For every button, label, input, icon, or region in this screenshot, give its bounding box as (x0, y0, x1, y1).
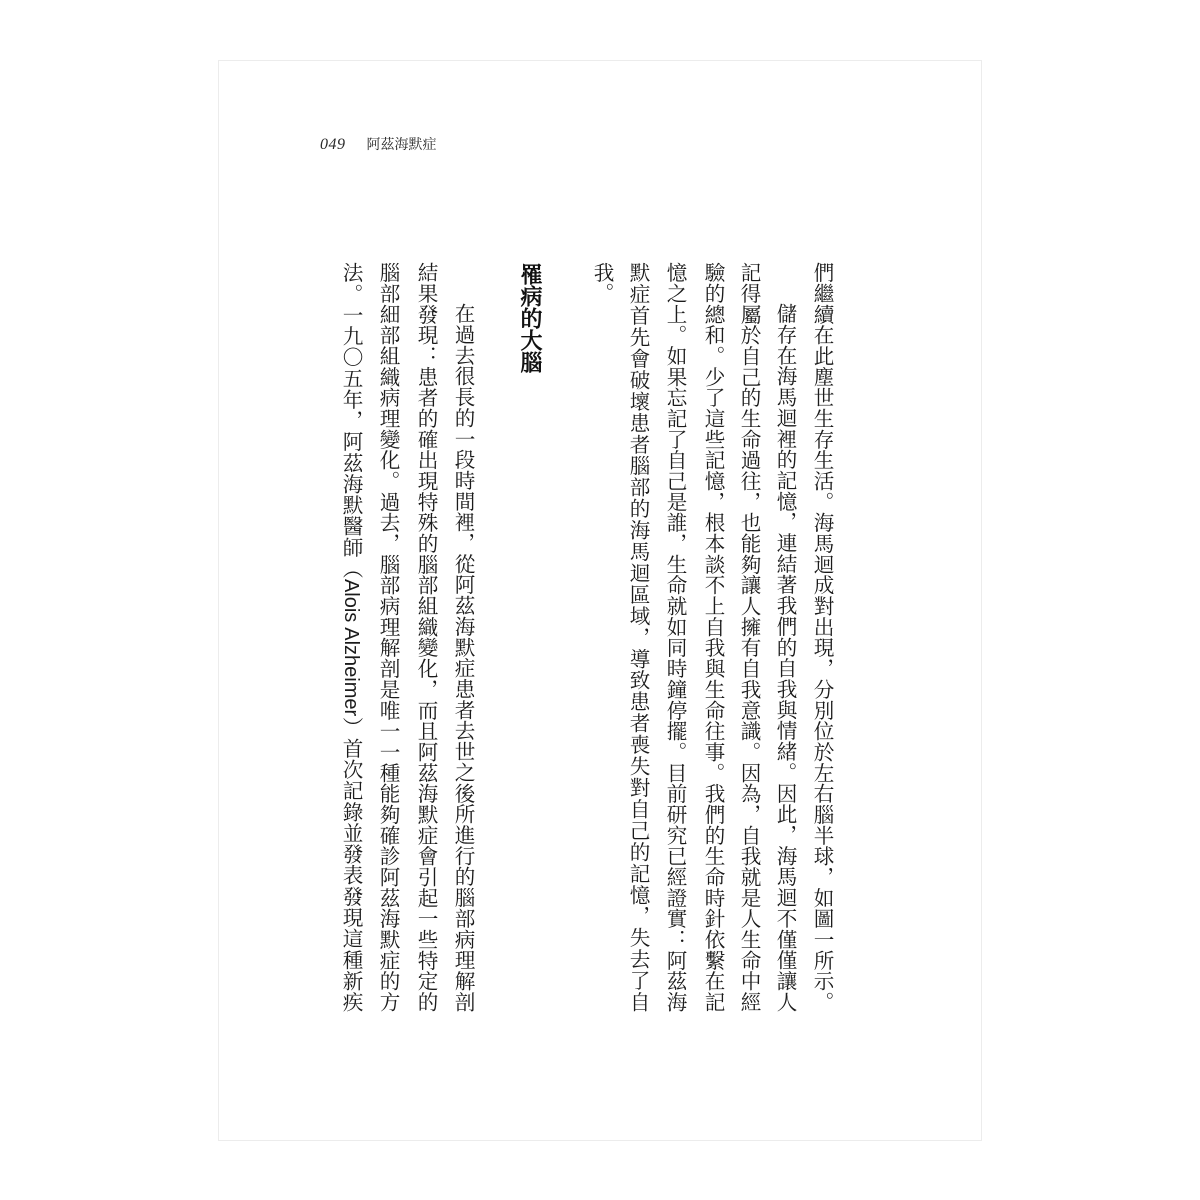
text-column: 我。 (590, 262, 614, 304)
text-column: 記得屬於自己的生命過往，也能夠讓人擁有自我意識。因為，自我就是人生命中經 (737, 262, 761, 1012)
person-name-latin: Alois Alzheimer (340, 578, 362, 717)
text-column: 儲存在海馬迴裡的記憶，連結著我們的自我與情緒。因此，海馬迴不僅僅讓人 (773, 303, 797, 1012)
text-column: 結果發現：患者的確出現特殊的腦部組織變化，而且阿茲海默症會引起一些特定的 (414, 262, 438, 1012)
page-header (320, 134, 437, 156)
text-column: 在過去很長的一段時間裡，從阿茲海默症患者去世之後所進行的腦部病理解剖 (451, 303, 475, 1012)
page-number: 049 (320, 136, 346, 153)
text-column: 腦部細部組織病理變化。過去，腦部病理解剖是唯一一種能夠確診阿茲海默症的方 (376, 262, 400, 1012)
chapter-title: 阿茲海默症 (366, 137, 437, 153)
text-column: 憶之上。如果忘記了自己是誰，生命就如同時鐘停擺。目前研究已經證實：阿茲海 (663, 262, 687, 1012)
text-segment: ）首次記錄並發表發現這種新疾 (339, 716, 363, 1012)
text-column: 們繼續在此塵世生存生活。海馬迴成對出現，分別位於左右腦半球，如圖一所示。 (810, 262, 834, 1012)
text-column: 驗的總和。少了這些記憶，根本談不上自我與生命往事。我們的生命時針依繫在記 (701, 262, 725, 1012)
text-segment: 法。一九〇五年，阿茲海默醫師（ (339, 262, 363, 579)
text-column (332, 262, 369, 1012)
section-heading: 罹病的大腦 (517, 263, 542, 373)
text-column: 默症首先會破壞患者腦部的海馬迴區域，導致患者喪失對自己的記憶，失去了自 (626, 262, 650, 1012)
